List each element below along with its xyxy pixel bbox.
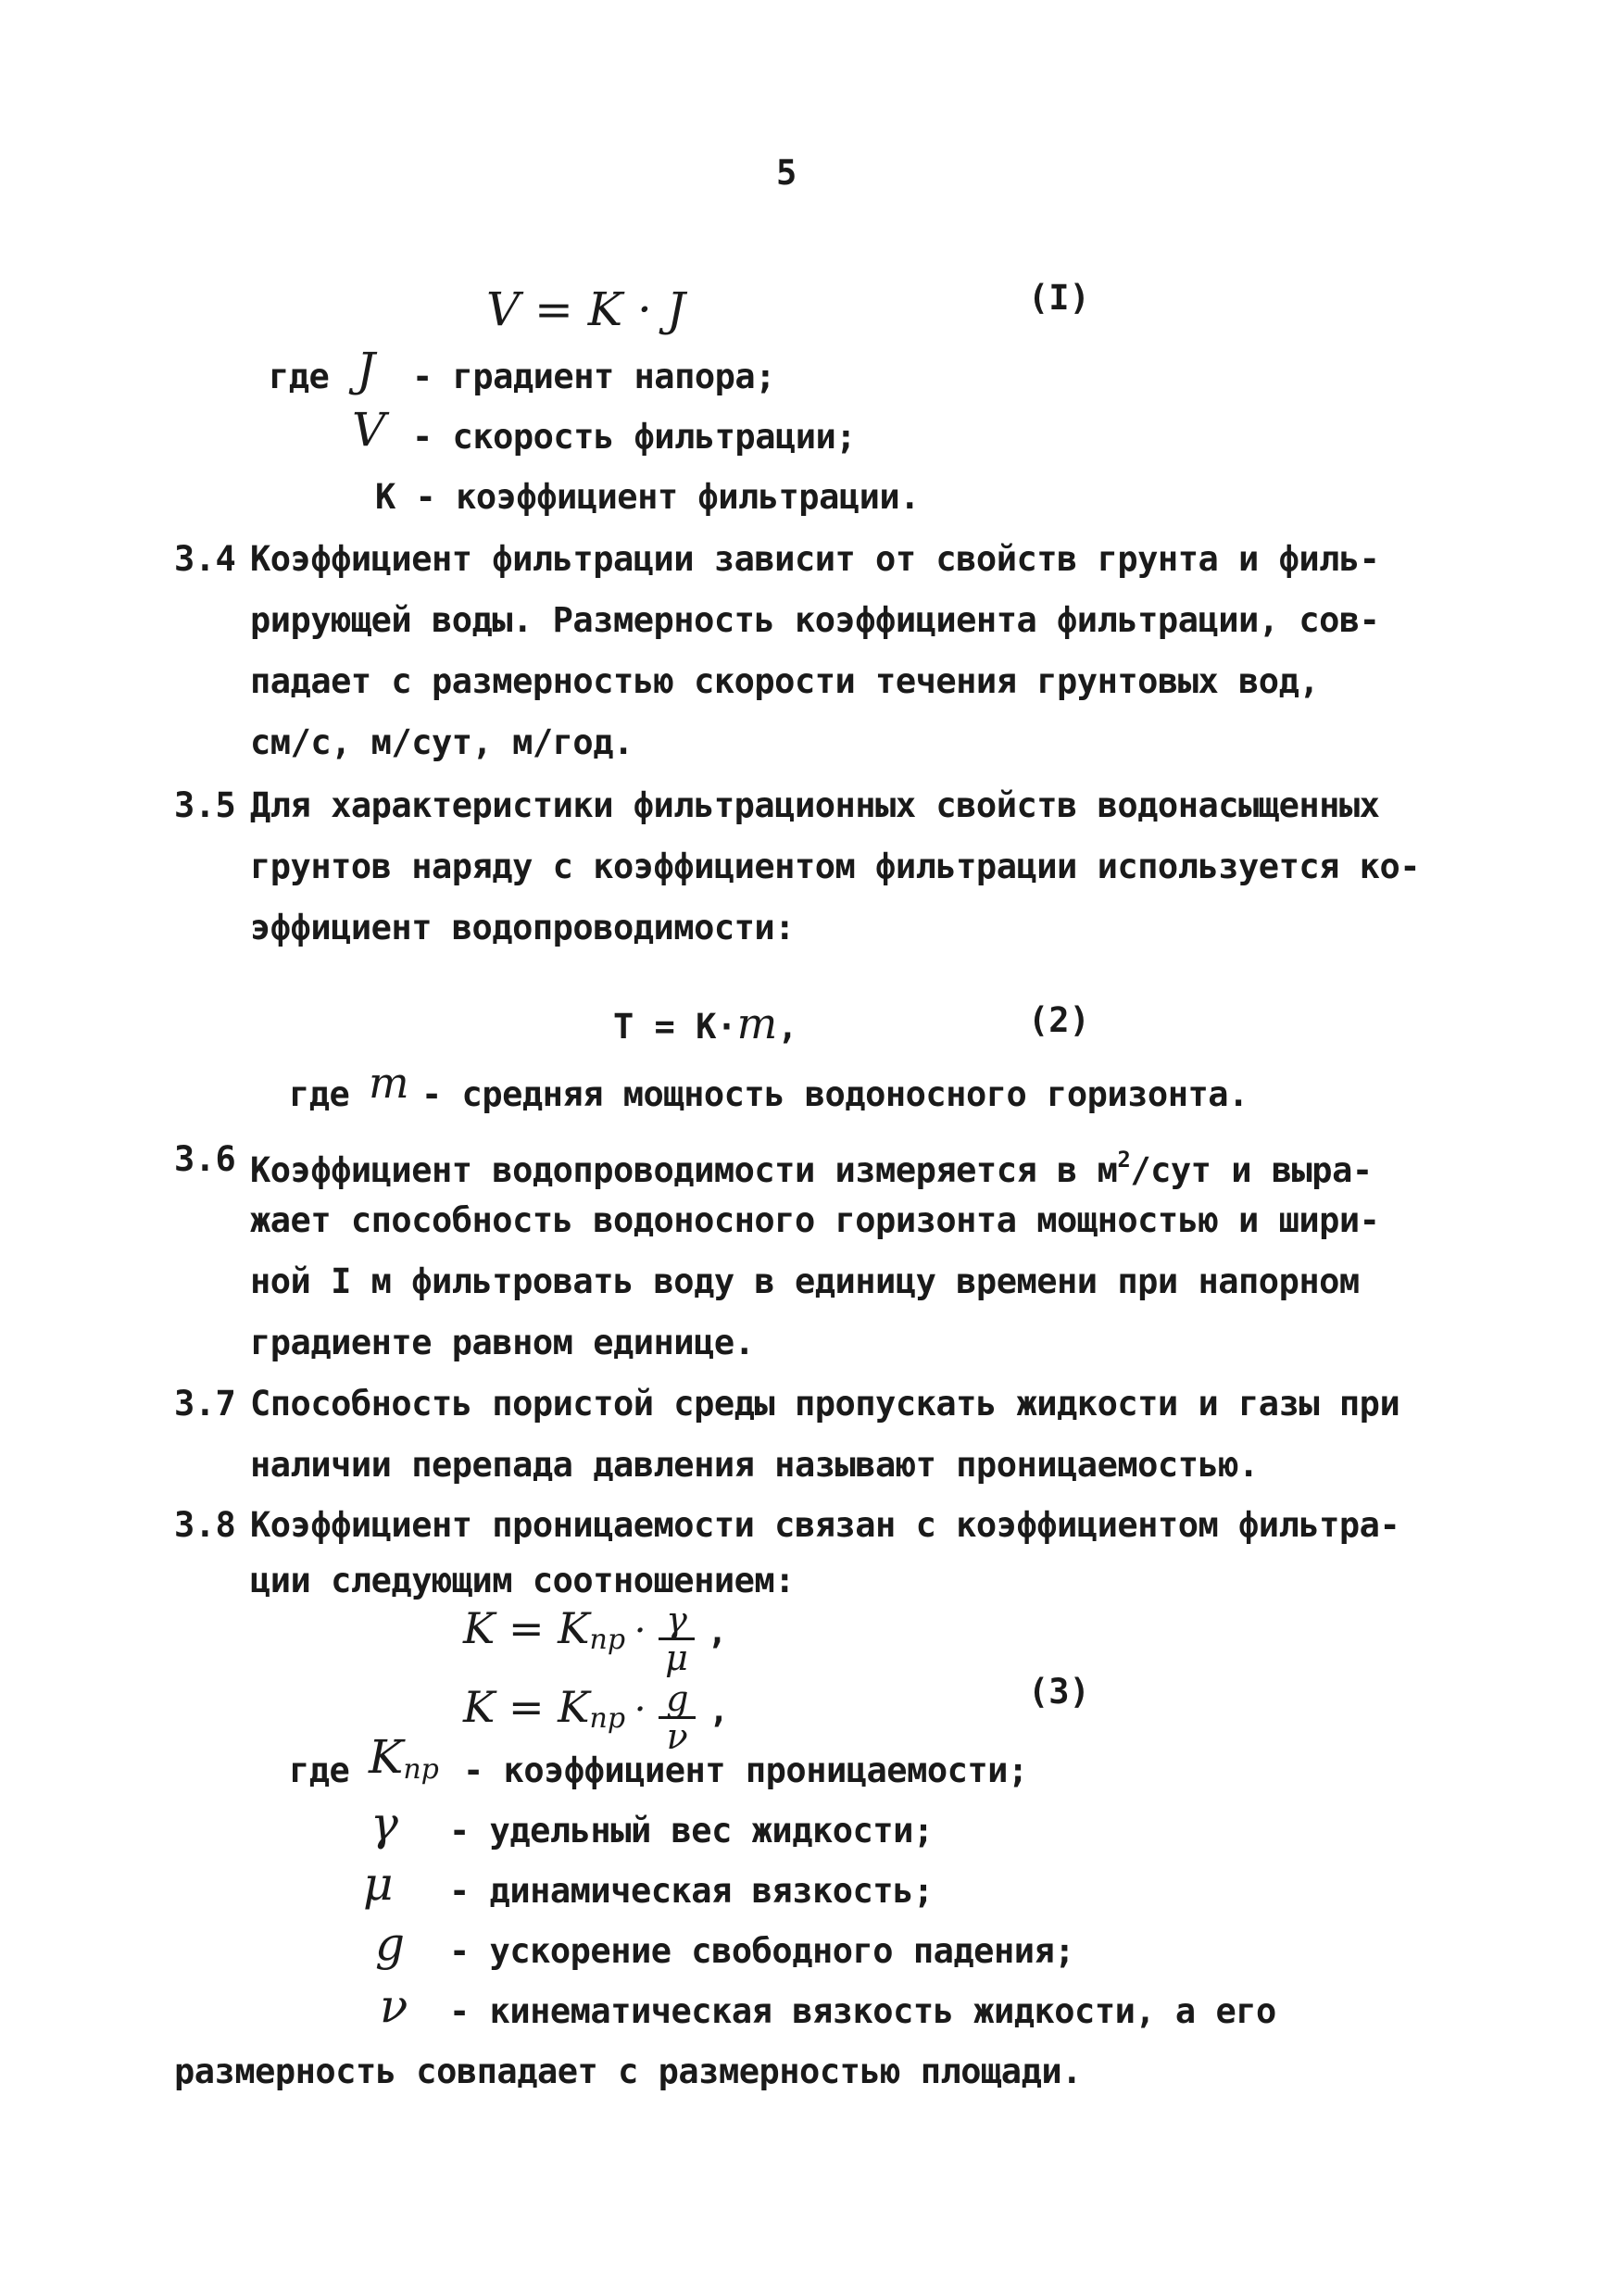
definition-v: - скорость фильтрации; [412,417,857,457]
fraction-gamma: γ [659,1602,695,1640]
formula-3b-tail: , [709,1690,730,1730]
section-3-4-line: Коэффициент фильтрации зависит от свойств грунта и филь- [250,539,1380,579]
section-3-6-line [250,1139,1373,1191]
section-3-5-number: 3.5 [174,785,236,825]
section-3-6-line: градиенте равном единице. [250,1323,755,1362]
section-3-6-line1-b: /сут и выра- [1130,1150,1373,1190]
definition-g: - ускорение свободного падения; [449,1931,1075,1971]
section-3-8-line: ции следующим соотношением: [250,1561,795,1600]
symbol-m: m [369,1058,409,1108]
formula-2-tail: , [777,1007,798,1047]
symbol-kpr-k: K [369,1730,404,1784]
section-3-4-line: падает с размерностью скорости течения грунтовых вод, [250,661,1320,701]
definition-kpr: - коэффициент проницаемости; [463,1750,1028,1790]
symbol-g: g [375,1917,406,1971]
closing-line: размерность совпадает с размерностью площади. [174,2051,1082,2091]
definition-k: К - коэффициент фильтрации. [375,477,920,517]
formula-3b-lhs: K = K [463,1682,590,1732]
formula-3a-tail: , [707,1612,728,1651]
formula-2 [613,998,798,1048]
definition-mu: - динамическая вязкость; [449,1871,934,1911]
section-3-8-number: 3.8 [174,1505,236,1545]
section-3-5-line: Для характеристики фильтрационных свойств водонасыщенных [250,785,1380,825]
section-3-6-number: 3.6 [174,1139,236,1179]
formula-2-number: (2) [1028,1000,1090,1040]
symbol-mu: μ [363,1857,394,1911]
fraction-nu: ν [666,1716,688,1757]
formula-3-line-2 [463,1678,730,1757]
formula-1-number: (I) [1028,278,1090,318]
page-number: 5 [776,153,797,193]
superscript-2: 2 [1117,1147,1131,1173]
formula-2-lhs: Т = К· [613,1007,737,1047]
symbol-v: V [352,403,386,457]
section-3-4-number: 3.4 [174,539,236,579]
section-3-7-line: наличии перепада давления называют проницаемостью. [250,1445,1259,1485]
formula-3a-dot: · [634,1610,646,1652]
section-3-4-line: см/с, м/сут, м/год. [250,722,634,762]
where-intro: где [269,357,330,396]
symbol-kpr-sub: пр [403,1753,439,1786]
section-3-5-line: эффициент водопроводимости: [250,908,795,947]
formula-2-m: m [736,998,778,1048]
section-3-6-line1-a: Коэффициент водопроводимости измеряется в м [250,1150,1118,1190]
section-3-6-line: ной I м фильтровать воду в единицу времени при напорном [250,1261,1360,1301]
formula-3b-dot: · [634,1688,646,1731]
section-3-5-line: грунтов наряду с коэффициентом фильтрации используется ко- [250,847,1421,886]
section-3-6-line: жает способность водоносного горизонта мощностью и шири- [250,1200,1380,1240]
section-3-8-line: Коэффициент проницаемости связан с коэффициентом фильтра- [250,1505,1400,1545]
where-intro-3: где [289,1750,350,1790]
formula-3a-sub: пр [589,1624,626,1656]
symbol-nu: ν [380,1979,408,2033]
symbol-kpr [369,1730,439,1786]
fraction-g-nu [659,1678,696,1757]
fraction-gamma-mu [659,1600,695,1678]
definition-gamma: - удельный вес жидкости; [449,1811,934,1851]
section-3-4-line: рирующей воды. Размерность коэффициента фильтрации, сов- [250,600,1380,640]
formula-3a-lhs: K = K [463,1603,590,1653]
definition-j: - градиент напора; [412,357,775,396]
symbol-j: J [357,343,376,396]
fraction-g: g [659,1681,696,1719]
definition-nu: - кинематическая вязкость жидкости, а его [449,1991,1276,2031]
formula-3b-sub: пр [589,1702,626,1735]
where-intro-2: где [289,1074,350,1114]
formula-3-number: (3) [1028,1672,1090,1712]
fraction-mu: μ [665,1637,688,1678]
definition-m: - средняя мощность водоносного горизонта. [421,1074,1249,1114]
section-3-7-number: 3.7 [174,1384,236,1424]
formula-1: V = K · J [486,282,685,336]
symbol-gamma: γ [370,1797,398,1851]
formula-3-line-1 [463,1600,728,1678]
section-3-7-line: Способность пористой среды пропускать жидкости и газы при [250,1384,1400,1424]
